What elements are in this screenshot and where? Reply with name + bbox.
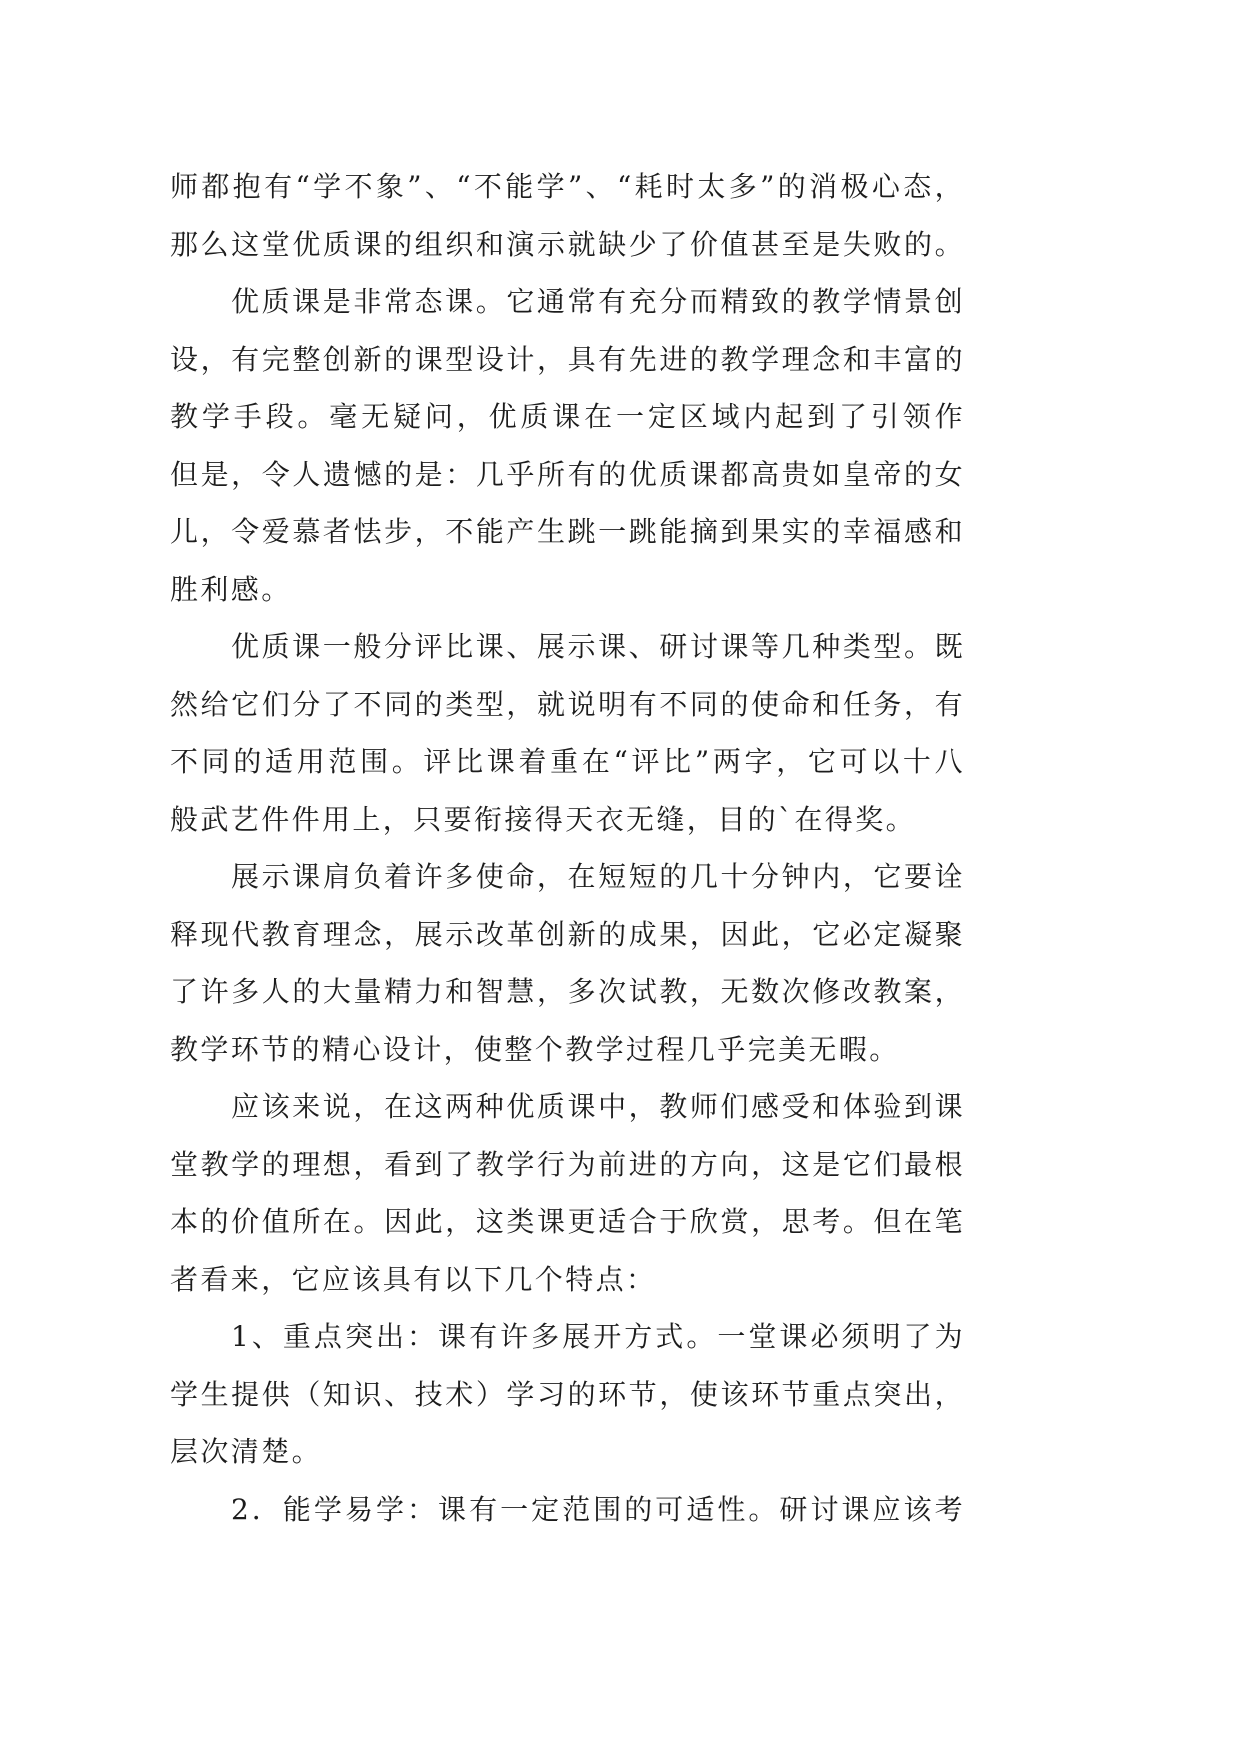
paragraph — [170, 273, 965, 618]
body-text — [170, 158, 965, 1538]
paragraph-line: 优质课是非常态课。它通常有充分而精致的教学情景创 — [231, 285, 965, 318]
paragraph-line: 堂教学的理想，看到了教学行为前进的方向，这是它们最根 — [170, 1147, 965, 1181]
paragraph-line: 应该来说，在这两种优质课中，教师们感受和体验到课 — [231, 1090, 965, 1123]
paragraph-line: 胜利感。 — [170, 572, 292, 606]
paragraph-line: 学生提供（知识、技术）学习的环节，使该环节重点突出， — [170, 1377, 965, 1411]
paragraph-line: 者看来，它应该具有以下几个特点： — [170, 1262, 657, 1296]
paragraph-line: 师都抱有“学不象”、“不能学”、“耗时太多”的消极心态， — [170, 170, 965, 203]
paragraph-line: 然给它们分了不同的类型，就说明有不同的使命和任务，有 — [170, 687, 965, 721]
paragraph-line: 那么这堂优质课的组织和演示就缺少了价值甚至是失败的。 — [170, 227, 965, 261]
paragraph-line: 教学手段。毫无疑问，优质课在一定区域内起到了引领作 — [170, 400, 965, 433]
paragraph — [170, 1078, 965, 1308]
paragraph-line: 教学环节的精心设计，使整个教学过程几乎完美无暇。 — [170, 1032, 900, 1066]
paragraph-line: 般武艺件件用上，只要衔接得天衣无缝，目的`在得奖。 — [170, 802, 917, 836]
paragraph-line: 设，有完整创新的课型设计，具有先进的教学理念和丰富的 — [170, 342, 965, 376]
paragraph — [170, 1308, 965, 1481]
paragraph-line: 层次清楚。 — [170, 1435, 323, 1468]
paragraph-line: 本的价值所在。因此，这类课更适合于欣赏，思考。但在笔 — [170, 1205, 965, 1238]
paragraph-line: 展示课肩负着许多使命，在短短的几十分钟内，它要诠 — [231, 860, 965, 893]
paragraph-line: 2．能学易学：课有一定范围的可适性。研讨课应该考 — [231, 1492, 965, 1526]
paragraph-line: 1、重点突出：课有许多展开方式。一堂课必须明了为 — [231, 1320, 965, 1353]
paragraph — [170, 618, 965, 848]
paragraph — [170, 1481, 965, 1539]
paragraph-line: 优质课一般分评比课、展示课、研讨课等几种类型。既 — [231, 630, 965, 663]
paragraph-line: 释现代教育理念，展示改革创新的成果，因此，它必定凝聚 — [170, 917, 965, 951]
paragraph-line: 了许多人的大量精力和智慧，多次试教，无数次修改教案， — [170, 975, 965, 1008]
paragraph — [170, 848, 965, 1078]
paragraph-line: 但是，令人遗憾的是：几乎所有的优质课都高贵如皇帝的女 — [170, 457, 965, 491]
paragraph-line: 儿，令爱慕者怯步，不能产生跳一跳能摘到果实的幸福感和 — [170, 515, 965, 548]
paragraph-line: 不同的适用范围。评比课着重在“评比”两字，它可以十八 — [170, 745, 965, 778]
paragraph — [170, 158, 965, 273]
